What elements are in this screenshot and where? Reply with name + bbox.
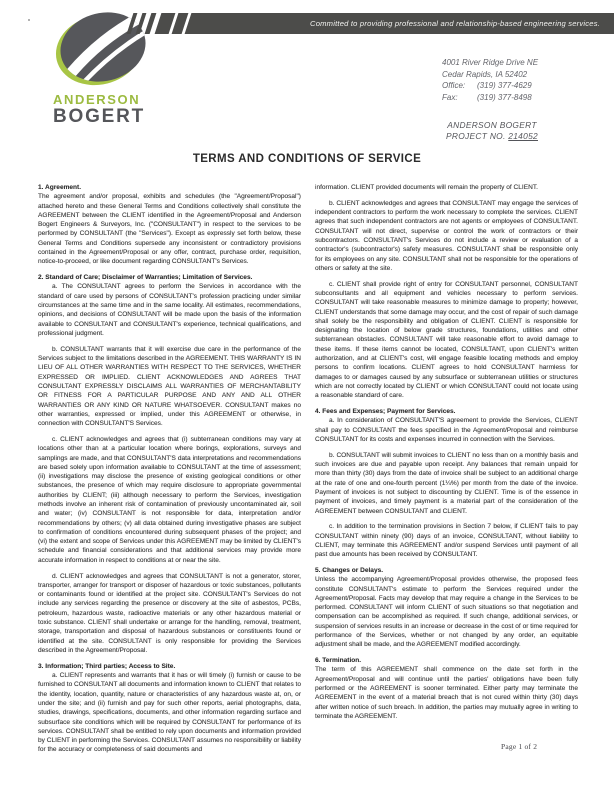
fax-label: Fax:: [442, 92, 458, 102]
scan-speck: [28, 19, 30, 21]
logo-anderson-text: ANDERSON: [53, 92, 141, 107]
body-paragraph: d. CLIENT acknowledges and agrees that CONSULTANT is not a generator, storer, transporter, arranger for transport or disposer of hazardous or toxic substances, pollutants or contaminants found or identified at the project site. CONSULTANT's Services do not include any services regarding the presence or discovery at the site of asbestos, PCBs, petroleum, hazardous waste, radioactive materials or any other hazardous material or toxic substance. CLIENT shall undertake or arrange for the handling, removal, treatment, storage, transportation and disposal of hazardous substances or constituents found or identified at the site. CONSULTANT is only responsible for providing the Services described in the Agreement/Proposal.: [38, 572, 301, 654]
body-paragraph: c. CLIENT acknowledges and agrees that (i) subterranean conditions may vary at locations other than at a particular location where borings, explorations, surveys and samplings are made, and that CONSULTANT'S data interpretations and recommendations are based solely upon information available to CONSULTANT at the time of assessment; (ii) investigations may disclose the presence of existing geological conditions or other substances, the presence of which may require disclosure to appropriate governmental authorities by CLIENT; (iii) although necessary to perform the Services, investigation methods involve an inherent risk of contamination of previously uncontaminated air, soil and water; (iv) CONSULTANT is not responsible for data, interpretation and/or recommendations by others; (v) all data obtained during investigative phases are subject to confirmation of conditions encountered during subsequent phases of the project; and (vi) the extent and scope of Services under this AGREEMENT may be limited by CLIENT's schedule and financial considerations and that additional services may provide more accurate information in respect to conditions at or near the site.: [38, 435, 301, 564]
body-paragraph: b. CONSULTANT warrants that it will exercise due care in the performance of the Services subject to the limitations described in the AGREEMENT. THIS WARRANTY IS IN LIEU OF ALL OTHER WARRANTIES WITH RESPECT TO THE SERVICES, WHETHER EXPRESSED OR IMPLIED. CLIENT ACKNOWLEDGES AND AGREES THAT CONSULTANT EXPRESSLY DISCLAIMS ALL WARRANTIES OF MERCHANTABILITY OR FITNESS FOR A PARTICULAR PURPOSE AND ANY AND ALL OTHER WARRANTIES OR ANY KIND OR NATURE WHATSOEVER. CONSULTANT makes no other warranties, expressed or implied, under this AGREEMENT or otherwise, in connection with CONSULTANT'S Services.: [38, 345, 301, 428]
body-paragraph: information. CLIENT provided documents will remain the property of CLIENT.: [315, 184, 538, 191]
body-paragraph: c. CLIENT shall provide right of entry for CONSULTANT personnel, CONSULTANT subconsultants and all equipment and vehicles necessary to perform services. CONSULTANT will take reasonable measures to minimize damage to property; however, CLIENT understands that some damage may occur, and the cost of repair of such damage shall solely be the responsibility and obligation of CLIENT. CLIENT is responsible for designating the location of below grade structures, foundations, utilities and other subterranean obstacles. CONSULTANT will take reasonable effort to avoid damage to these items. If these items cannot be located, CONSULTANT, upon CLIENT's written authorization, and at CLIENT's cost, will engage feasible locating methods and employ persons to confirm locations. CLIENT agrees to hold CONSULTANT harmless for damages to or damages caused by any subsurface or subterranean utilities or structures which are not correctly located by CLIENT or which CONSULTANT could not locate using a reasonable standard of care.: [315, 280, 578, 400]
project-company: ANDERSON BOGERT: [447, 120, 537, 130]
section-heading: 3. Information; Third parties; Access to Site.: [38, 662, 176, 670]
body-paragraph: b. CLIENT acknowledges and agrees that CONSULTANT may engage the services of independent contractors to perform the work necessary to complete the services. CLIENT agrees that such independent contractors are not agents or employees of CONSULTANT. CONSULTANT will not direct, supervise or control the work of contractors or their subcontractors. CONSULTANT's Services do not include a review or evaluation of a contractor's (subcontractor's) safety measures. CONSULTANT shall be responsible only for its employees on any site. CONSULTANT shall not be responsible for the operations of others or safety at the site.: [315, 199, 578, 272]
fax-phone: [442, 92, 538, 104]
address-block: [442, 57, 538, 103]
body-paragraph: b. CONSULTANT will submit invoices to CLIENT no less than on a monthly basis and such invoices are due and payable upon receipt. Any balances that remain unpaid for more than thirty (30) days from the date of invoice shall be subject to an additional charge at the rate of one and one-fourth percent (1¼%) per month from the date of the invoice. Payment of invoices is not subject to discounting by CLIENT. Time is of the essence in payment of invoices, and timely payment is a material part of the consideration of the AGREEMENT between CONSULTANT and CLIENT.: [315, 451, 578, 515]
tagline-banner: [128, 13, 614, 34]
body-paragraph: c. In addition to the termination provisions in Section 7 below, if CLIENT fails to pay CONSULTANT within ninety (90) days of an invoice, CONSULTANT, without liability to CLIENT, may terminate this AGREEMENT and/or suspend Services until payment of all past due amounts has been received by CONSULTANT.: [315, 523, 578, 559]
body-paragraph: Unless the accompanying Agreement/Proposal provides otherwise, the proposed fees constitute CONSULTANT's estimate to perform the Services required under the Agreement/Proposal. Facts may develop that may require a change in the Services to be performed. CONSULTANT will inform CLIENT of such situations so that negotiation and compensation can be accomplished as required. If such change, additional services, or suspension of services results in an increase or decrease in the cost of or time required for performance of the Services, whether or not changed by any order, an equitable adjustment shall be made, and the AGREEMENT modified accordingly.: [315, 576, 578, 649]
body-paragraph: a. The CONSULTANT agrees to perform the Services in accordance with the standard of care used by persons of CONSULTANT's profession practicing under similar circumstances at the same time and in the same locality. All estimates, recommendations, opinions, and decisions of CONSULTANT will be made upon the basis of the information available to CONSULTANT and CONSULTANT's experience, technical qualifications, and professional judgment.: [38, 283, 301, 337]
project-number: 214052: [508, 130, 538, 141]
office-label: Office:: [442, 81, 466, 90]
section-heading: 1. Agreement.: [38, 184, 82, 191]
section-heading: 6. Termination.: [315, 657, 362, 665]
left-column: [38, 183, 301, 780]
office-number: (319) 377-4629: [477, 81, 532, 90]
project-label: PROJECT NO.: [446, 130, 506, 141]
office-phone: [442, 80, 538, 92]
page-title: TERMS AND CONDITIONS OF SERVICE: [192, 153, 422, 165]
page-number: Page 1 of 2: [501, 742, 538, 751]
section-heading: 2. Standard of Care; Disclaimer of Warranties; Limitation of Services.: [38, 274, 253, 282]
body-paragraph: The term of this AGREEMENT shall commence on the date set forth in the Agreement/Proposal and will continue until the parties' obligations have been fully performed or the AGREEMENT is sooner terminated. Either party may terminate the AGREEMENT in the event of a material breach that is not cured within thirty (30) days after written notice of such breach. In addition, the parties may mutually agree in writing to terminate the AGREEMENT.: [315, 666, 578, 720]
body-paragraph: a. CLIENT represents and warrants that it has or will timely (i) furnish or cause to be furnished to CONSULTANT all documents and information known to CLIENT that relates to the identity, location, quantity, nature or characteristics of any hazardous waste at, on, or under the site; and (ii) furnish and pay for such other reports, aerial photographs, data, studies, drawings, specifications, documents, and other information regarding surface and subsurface site conditions which will be required by CONSULTANT for performance of its services. CONSULTANT shall be entitled to rely upon documents and information provided by CLIENT in performing the Services. CONSULTANT assumes no responsibility or liability for the accuracy or completeness of said documents and: [38, 672, 301, 754]
logo-bogert-text: BOGERT: [53, 106, 146, 127]
project-number-line: [398, 131, 586, 142]
logo-wordmark: [53, 93, 148, 126]
address-street: 4001 River Ridge Drive NE: [442, 58, 539, 67]
company-tagline: Committed to providing professional and relationship-based engineering services.: [310, 19, 600, 28]
project-number-block: [398, 120, 586, 141]
body-paragraph: The agreement and/or proposal, exhibits and schedules (the "Agreement/Proposal") attached hereto and these General Terms and Conditions collectively shall constitute the AGREEMENT between the CLIENT identified in the Agreement/Proposal and Anderson Bogert Engineers & Surveyors, Inc. ("CONSULTANT") in respect to the services to be performed by CONSULTANT (the "Services"). Except as expressly set forth below, these General Terms and Conditions supersede any inconsistent or contradictory provisions contained in the Agreement/Proposal or any offer, contract, purchase order, requisition, notice-to-proceed, or like document regarding CONSULTANT's Services.: [38, 193, 301, 266]
right-column: [315, 183, 578, 780]
body-paragraph: a. In consideration of CONSULTANT'S agreement to provide the Services, CLIENT shall pay to CONSULTANT the fees specified in the Agreement/Proposal and reimburse CONSULTANT for its costs and expenses incurred in connection with the Services.: [315, 417, 578, 443]
document-body: [38, 183, 578, 780]
fax-number: (319) 377-8498: [477, 92, 532, 102]
section-heading: 4. Fees and Expenses; Payment for Services.: [315, 408, 456, 416]
address-city: Cedar Rapids, IA 52402: [442, 69, 528, 79]
section-heading: 5. Changes or Delays.: [315, 566, 384, 574]
